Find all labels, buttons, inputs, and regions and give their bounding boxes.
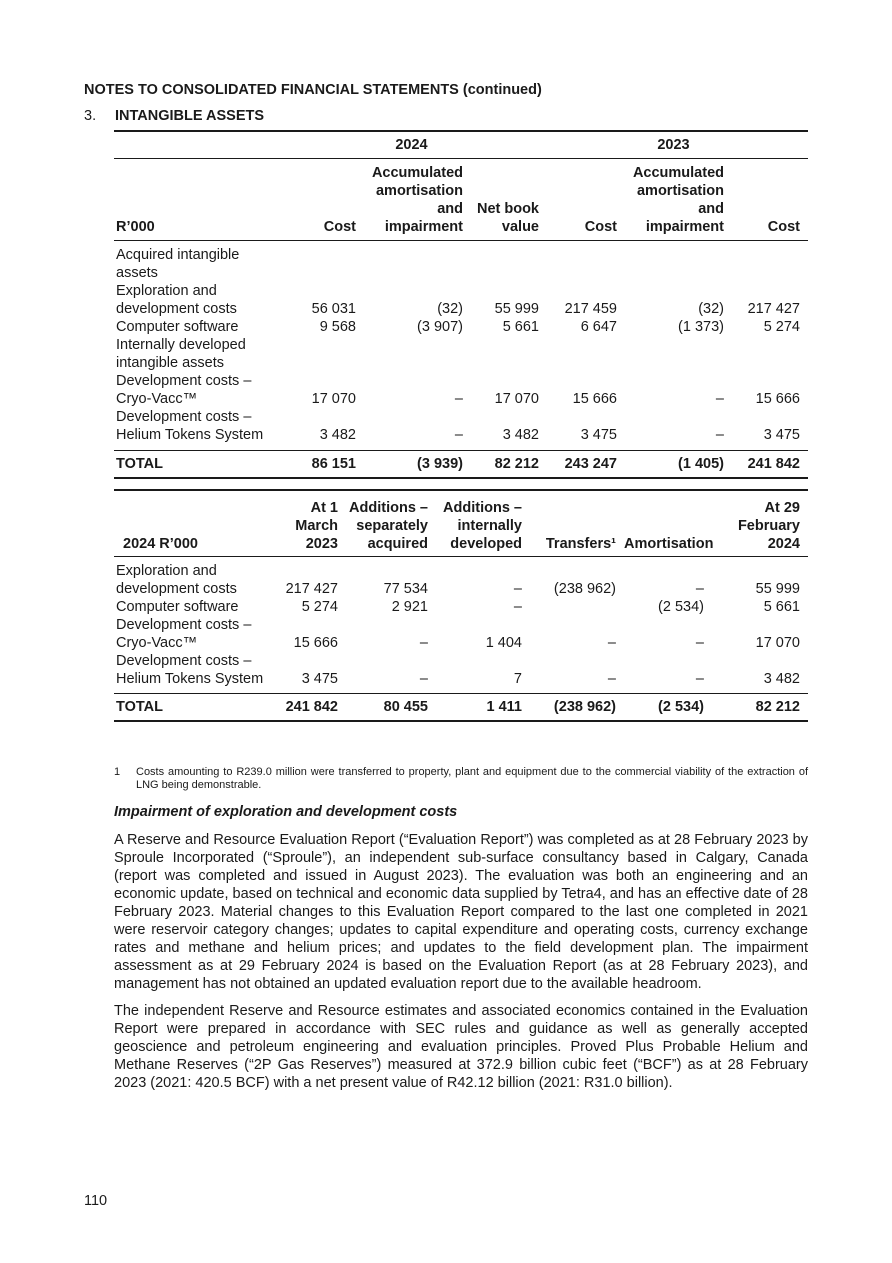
table-cell: 3 475 [301, 671, 338, 687]
table-cell: – [695, 635, 704, 651]
section-number: 3. [84, 108, 97, 124]
column-header: At 29 February 2024 [712, 490, 808, 557]
table-cell: 55 999 [494, 301, 539, 317]
table-cell: 2 921 [391, 599, 428, 615]
table-cell: – [419, 671, 428, 687]
row-label: Development costs – Cryo-Vacc™ [116, 373, 252, 407]
total-label: TOTAL [114, 451, 284, 479]
table-cell: 217 427 [747, 301, 800, 317]
table-cell: – [715, 427, 724, 443]
table-cell: – [607, 671, 616, 687]
table-cell: – [695, 671, 704, 687]
table-row [114, 652, 808, 694]
table-cell: 17 070 [311, 391, 356, 407]
table-cell: 17 070 [494, 391, 539, 407]
table-cell: 5 274 [301, 599, 338, 615]
table-cell: (32) [698, 301, 724, 317]
row-label: Development costs – Helium Tokens System [116, 653, 264, 687]
total-cell: (238 962) [530, 694, 624, 722]
table-cell: – [419, 635, 428, 651]
table-cell: 15 666 [293, 635, 338, 651]
table-cell: 5 661 [763, 599, 800, 615]
total-cell: (1 405) [625, 451, 732, 479]
table-cell: – [513, 581, 522, 597]
table-cell: 6 647 [580, 319, 617, 335]
category-row [114, 336, 808, 372]
table-cell: 7 [513, 671, 522, 687]
category-row [114, 241, 808, 283]
table-cell: 3 482 [763, 671, 800, 687]
running-header: NOTES TO CONSOLIDATED FINANCIAL STATEMENTS (continued) [84, 82, 542, 98]
total-cell: 1 411 [436, 694, 530, 722]
table-row [114, 372, 808, 408]
table-cell: – [695, 581, 704, 597]
table-cell: – [513, 599, 522, 615]
table-cell: 3 482 [502, 427, 539, 443]
table-row [114, 318, 808, 336]
table-cell: (32) [437, 301, 463, 317]
row-label: Computer software [116, 599, 239, 615]
table-row [114, 408, 808, 451]
table-row [114, 557, 808, 599]
row-label: Computer software [116, 319, 239, 335]
table-cell: – [715, 391, 724, 407]
column-header: Net book value [471, 159, 547, 241]
column-header: Transfers¹ [530, 490, 624, 557]
total-row [114, 451, 808, 479]
row-label: Exploration and development costs [116, 283, 237, 317]
table-cell: – [607, 635, 616, 651]
total-cell: 86 151 [284, 451, 364, 479]
table-row [114, 598, 808, 616]
table-cell: 56 031 [311, 301, 356, 317]
category-label: Acquired intangible assets [116, 247, 240, 281]
table-cell: 3 475 [580, 427, 617, 443]
table-cell: (238 962) [553, 581, 616, 597]
table-cell: 217 459 [564, 301, 617, 317]
total-cell: (3 939) [364, 451, 471, 479]
column-header: Cost [732, 159, 808, 241]
table-cell: 9 568 [319, 319, 356, 335]
column-header-row [114, 490, 808, 557]
table-row [114, 282, 808, 318]
year-header-row [114, 131, 808, 159]
table-cell [530, 598, 624, 616]
table-cell: – [454, 391, 463, 407]
year-2024-header: 2024 [284, 131, 547, 159]
column-header: Accumulated amortisation and impairment [364, 159, 471, 241]
row-label: Development costs – Helium Tokens System [116, 409, 264, 443]
row-label: Exploration and development costs [116, 563, 237, 597]
column-header: 2024 R’000 [114, 490, 274, 557]
column-header: R’000 [114, 159, 284, 241]
table-cell: 217 427 [285, 581, 338, 597]
column-header: At 1 March 2023 [274, 490, 346, 557]
column-header: Cost [547, 159, 625, 241]
year-2023-header: 2023 [547, 131, 808, 159]
total-cell: 241 842 [732, 451, 808, 479]
page-number: 110 [84, 1193, 108, 1209]
column-header: Additions – separately acquired [346, 490, 436, 557]
column-header: Cost [284, 159, 364, 241]
table-cell: – [454, 427, 463, 443]
footnote-number: 1 [114, 766, 121, 778]
row-label: Development costs – Cryo-Vacc™ [116, 617, 252, 651]
total-cell: 243 247 [547, 451, 625, 479]
footnote-text: Costs amounting to R239.0 million were transferred to property, plant and equipment due to the commercial viability of the extraction of LNG being demonstrable. [136, 766, 808, 791]
column-header: Additions – internally developed [436, 490, 530, 557]
paragraph: The independent Reserve and Resource estimates and associated economics contained in the Evaluation Report were prepared in accordance with SEC rules and guidance as well as generally accepted geoscience and petroleum engineering and evaluation principles. Proved Plus Probable Helium and Methane Reserves (“2P Gas Reserves”) measured at 372.9 billion cubic feet (“BCF”) as at 28 February 2023 (2021: 420.5 BCF) with a net present value of R42.12 billion (2021: R31.0 billion). [114, 1003, 808, 1091]
table-row [114, 616, 808, 652]
table-cell: 55 999 [755, 581, 800, 597]
intangible-assets-movement-table [114, 489, 808, 722]
column-header: Amortisation [624, 490, 712, 557]
table-cell: 1 404 [485, 635, 522, 651]
column-header: Accumulated amortisation and impairment [625, 159, 732, 241]
table-cell: 15 666 [755, 391, 800, 407]
table-cell: 3 482 [319, 427, 356, 443]
table-cell: 5 661 [502, 319, 539, 335]
category-label: Internally developed intangible assets [116, 337, 246, 371]
paragraph: A Reserve and Resource Evaluation Report (“Evaluation Report”) was completed as at 28 February 2023 by Sproule Incorporated (“Sproule”), an independent sub-surface consultancy based in Calgary, Canada (report was completed and issued in August 2023). The evaluation was both an engineering and an economic update, based on technical and economic data supplied by Tetra4, and has an effective date of 28 February 2023. Material changes to this Evaluation Report compared to the last one completed in 2021 were reservoir category changes; updates to capital expenditure and operating costs, currency exchange rates and methane and helium prices; and updates to the field development plan. The impairment assessment as at 29 February 2024 is based on the Evaluation Report (as at 28 February 2023), and management has not obtained an updated evaluation report due to the available headroom. [114, 832, 808, 992]
table-cell: 5 274 [763, 319, 800, 335]
table-cell: (1 373) [678, 319, 724, 335]
table-cell: 77 534 [383, 581, 428, 597]
total-cell: 82 212 [712, 694, 808, 722]
total-cell: 80 455 [346, 694, 436, 722]
total-label: TOTAL [114, 694, 274, 722]
footnote [114, 766, 808, 792]
total-cell: 241 842 [274, 694, 346, 722]
column-header-row [114, 159, 808, 241]
section-title [84, 108, 264, 124]
total-row [114, 694, 808, 722]
intangible-assets-table [114, 130, 808, 479]
table-cell: 3 475 [763, 427, 800, 443]
section-title-text: INTANGIBLE ASSETS [115, 108, 265, 124]
table-cell: (3 907) [417, 319, 463, 335]
total-cell: 82 212 [471, 451, 547, 479]
table-cell: 15 666 [572, 391, 617, 407]
total-cell: (2 534) [624, 694, 712, 722]
table-cell: 17 070 [755, 635, 800, 651]
impairment-heading: Impairment of exploration and development costs [114, 804, 458, 820]
table-cell: (2 534) [658, 599, 704, 615]
